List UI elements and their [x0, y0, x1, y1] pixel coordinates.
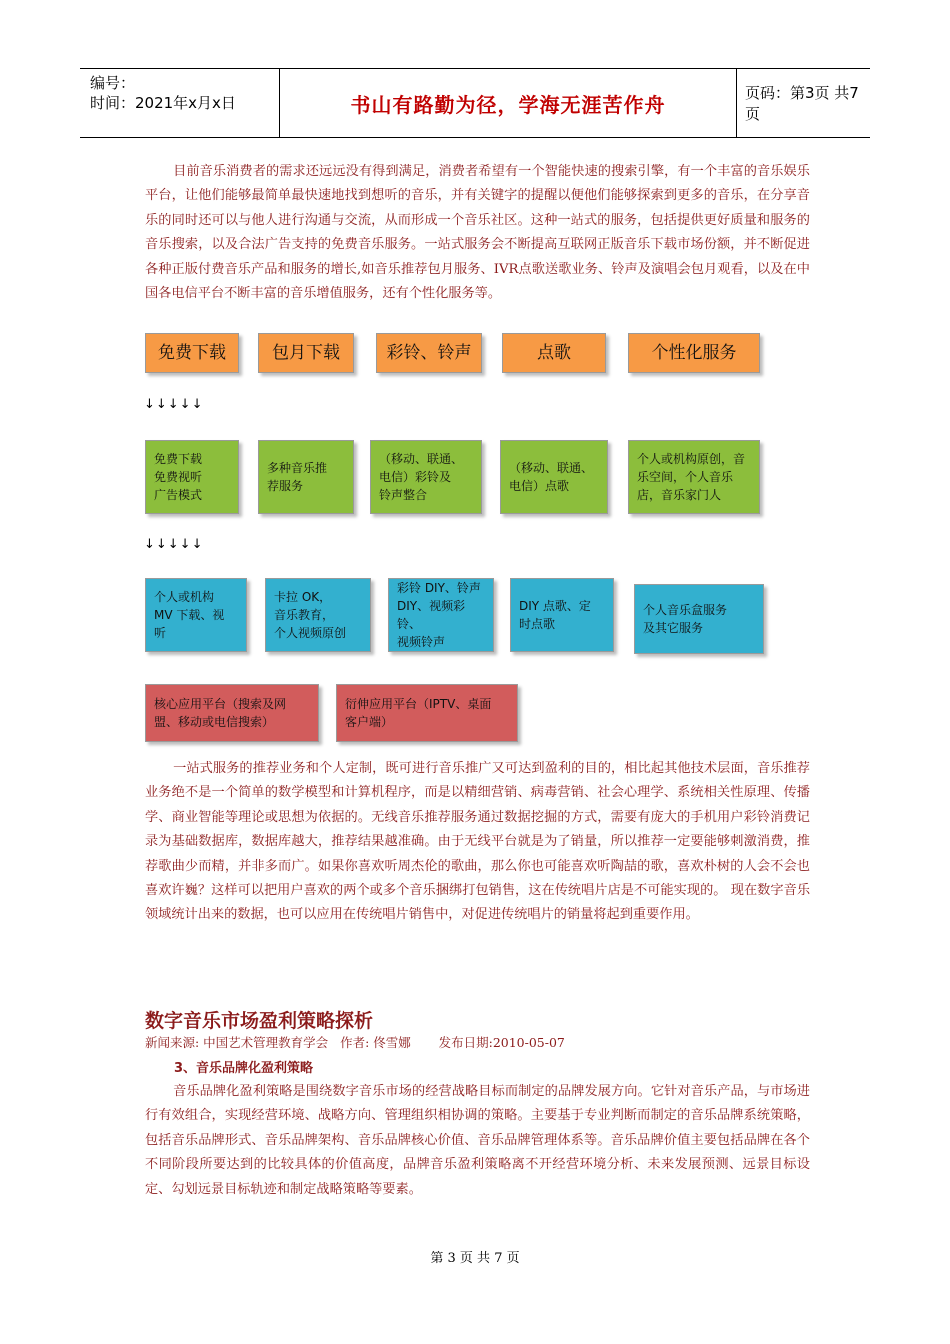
article-body: [145, 1080, 810, 1202]
detail-text: 个人或机构原创，音 乐空间，个人音乐 店，音乐家门人: [637, 452, 746, 502]
service-ringtone: 彩铃、铃声: [376, 333, 482, 373]
article-body-text: 音乐品牌化盈利策略是围绕数字音乐市场的经营战略目标而制定的品牌发展方向。它针对音乐产品，与市场进行有效组合，实现经营环境、战略方向、管理组织相协调的策略。主要基于专业判断而制定的音乐品牌系统策略，包括音乐品牌形式、音乐品牌架构、音乐品牌核心价值、音乐品牌管理体系等。音乐品牌价值主要包括品牌在各个不同阶段所要达到的比较具体的价值高度，品牌音乐盈利策略离不开经营环境分析、未来发展预测、远景目标设定、勾划远景目标轨迹和制定战略策略等要素。: [145, 1084, 810, 1197]
article-title: 数字音乐市场盈利策略探析: [145, 1010, 374, 1032]
intro-text: 目前音乐消费者的需求还远远没有得到满足，消费者希望有一个智能快速的搜索引擎，有一个丰富的音乐娱乐平台，让他们能够最简单最快速地找到想听的音乐，并有关键字的提醒以便他们能够探索到更多的音乐，在分享音乐的同时还可以与他人进行沟通与交流，从而形成一个音乐社区。这种一站式的服务，包括提供更好质量和服务的音乐搜索，以及合法广告支持的免费音乐服务。一站式服务会不断提高互联网正版音乐下载市场份额，并不断促进各种正版付费音乐产品和服务的增长,如音乐推荐包月服务、IVR点歌送歌业务、铃声及演唱会包月观看，以及在中国各电信平台不断丰富的音乐增值服务，还有个性化服务等。: [145, 164, 810, 302]
detail-ringtone-integration: [370, 440, 482, 514]
platform-extended: [336, 684, 518, 742]
arrows-row-2: ↓↓↓↓↓: [144, 537, 204, 552]
article-meta: 新闻来源: 中国艺术管理教育学会 作者: 佟雪娜 发布日期:2010-05-07: [145, 1035, 565, 1050]
page-footer: 第 3 页 共 7 页: [430, 1251, 520, 1266]
extension-mv: [145, 578, 247, 652]
detail-recommend: [258, 440, 354, 514]
service-monthly-download: 包月下载: [258, 333, 354, 373]
extension-diy-ringtone: [388, 578, 494, 652]
extension-text: 个人音乐盒服务 及其它服务: [643, 603, 728, 635]
header-motto: 书山有路勤为径，学海无涯苦作舟: [280, 69, 737, 137]
service-personalized: 个性化服务: [628, 333, 760, 373]
extension-music-box: [634, 584, 764, 654]
header-left-cell: [80, 69, 280, 137]
extension-karaoke: [265, 578, 371, 652]
platform-text: 衍伸应用平台（IPTV、桌面 客户端）: [345, 697, 492, 729]
detail-free-listen: [145, 440, 239, 514]
detail-song-request: [500, 440, 608, 514]
extension-text: DIY 点歌、定 时点歌: [519, 599, 591, 631]
platform-text: 核心应用平台（搜索及网 盟、移动或电信搜索）: [154, 697, 287, 729]
detail-text: 多种音乐推 荐服务: [267, 461, 328, 493]
second-text: 一站式服务的推荐业务和个人定制，既可进行音乐推广又可达到盈利的目的，相比起其他技术层面，音乐推荐业务绝不是一个简单的数学模型和计算机程序，而是以精细营销、病毒营销、社会心理学、系统相关性原理、传播学、商业智能等理论或思想为依据的。无线音乐推荐服务通过数据挖掘的方式，需要有庞大的手机用户彩铃消费记录为基础数据库，数据库越大，推荐结果越准确。由于无线平台就是为了销量，所以推荐一定要能够刺激消费，推荐歌曲少而精，并非多而广。如果你喜欢听周杰伦的歌曲，那么你也可能喜欢听陶喆的歌，喜欢朴树的人会不会也喜欢许巍？这样可以把用户喜欢的两个或多个音乐捆绑打包销售，这在传统唱片店是不可能实现的。 现在数字音乐领域统计出来的数据，也可以应用在传统唱片销售中，对促进传统唱片的销量将起到重要作用。: [145, 761, 810, 923]
extension-text: 卡拉 OK， 音乐教育， 个人视频原创: [274, 590, 347, 640]
header-page-info: 页码：第3页 共7页: [745, 84, 859, 123]
service-free-download: 免费下载: [145, 333, 239, 373]
extension-diy-song: [510, 578, 614, 652]
service-song-request: 点歌: [502, 333, 606, 373]
page-header: [80, 68, 870, 138]
extension-text: 个人或机构 MV 下载、视 听: [154, 590, 225, 640]
code-label: 编号：: [90, 74, 136, 92]
intro-paragraph: [145, 160, 810, 306]
detail-text: 免费下载 免费视听 广告模式: [154, 452, 203, 502]
second-paragraph: [145, 757, 810, 928]
detail-text: （移动、联通、 电信）点歌: [509, 461, 594, 493]
arrows-row-1: ↓↓↓↓↓: [144, 397, 204, 412]
detail-original: [628, 440, 760, 514]
detail-text: （移动、联通、 电信）彩铃及 铃声整合: [379, 452, 464, 502]
platform-core: [145, 684, 319, 742]
extension-text: 彩铃 DIY、铃声 DIY、视频彩铃、 视频铃声: [397, 581, 481, 649]
article-subheading: 3、音乐品牌化盈利策略: [174, 1061, 314, 1076]
time-label: 时间：2021年x月x日: [90, 94, 236, 112]
